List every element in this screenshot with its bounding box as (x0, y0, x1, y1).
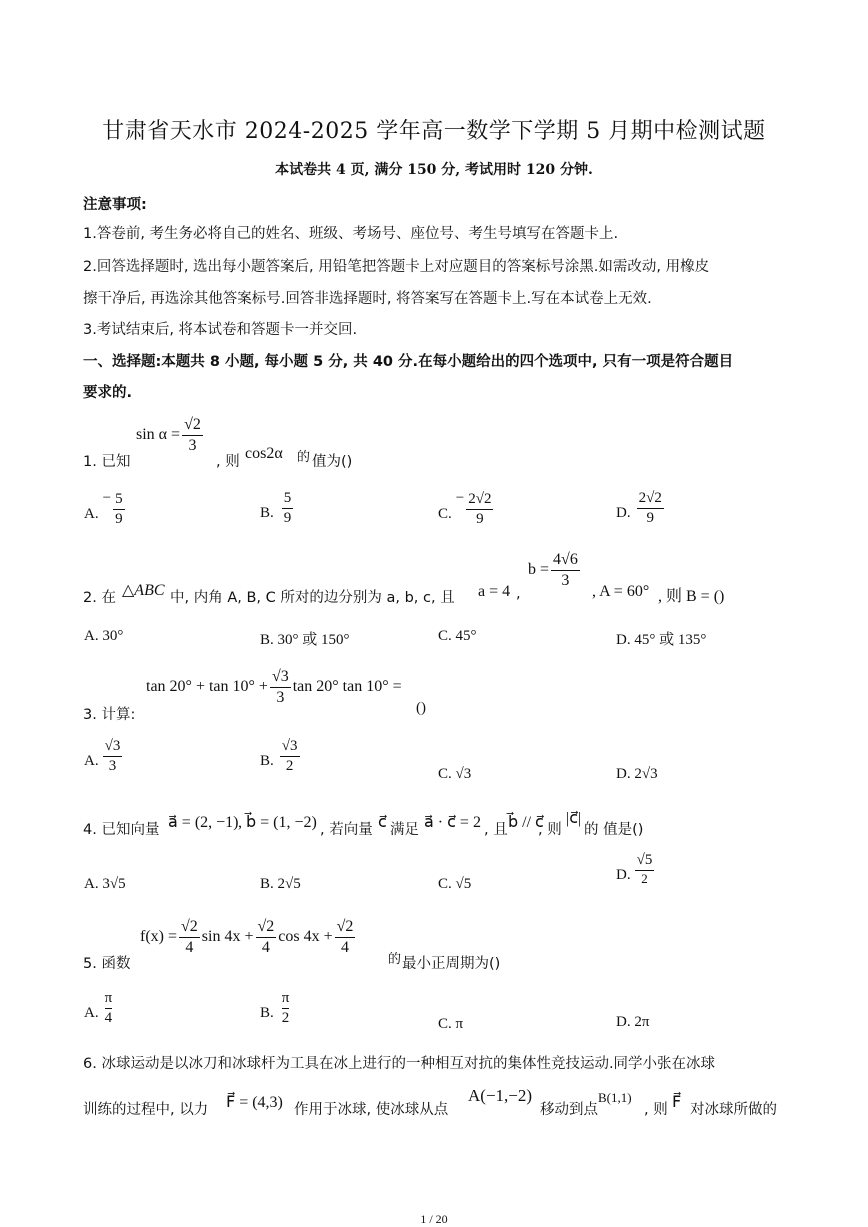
q4-c: c⃗ (378, 814, 387, 831)
q4-parallel: b⃗ // c⃗ (508, 814, 544, 831)
q5-formula: f(x) = $\frac{√2}{4}$ sin 4x + $\frac{√2}{4}$ cos 4x + $\frac{√2}{4}$ (140, 918, 354, 956)
q6-force: F⃗ = (4,3) (226, 1094, 283, 1111)
q4-option-b: B. 2√5 (260, 876, 301, 892)
section-heading-cont: 要求的. (83, 385, 133, 401)
q2-option-a: A. 30° (84, 628, 124, 644)
note-1: 1.答卷前, 考生务必将自己的姓名、班级、考场号、座位号、考生号填写在答题卡上. (83, 226, 619, 242)
q6-text-d: , 则 (644, 1102, 668, 1118)
q4-option-a: A. 3√5 (84, 876, 126, 892)
note-2: 2.回答选择题时, 选出每小题答案后, 用铅笔把答题卡上对应题目的答案标号涂黑.如需改动, 用橡皮 (83, 259, 710, 275)
q4-a: a⃗ = (2, −1) (168, 814, 239, 831)
q6-text-a: 训练的过程中, 以力 (83, 1102, 209, 1118)
q3-formula: tan 20° + tan 10° + $\frac{√3}{3}$ tan 20° tan 10° = (146, 668, 402, 706)
page-number: 1 / 20 (420, 1212, 448, 1226)
q1-option-c: C. − $\frac{2√2}{9}$ (438, 490, 492, 527)
q5-option-d: D. 2π (616, 1014, 650, 1030)
q2-lead: 2. 在 (83, 590, 116, 606)
q1-tail-small: 的 (297, 450, 311, 465)
q1-option-a: A. − $\frac{5}{9}$ (84, 490, 123, 527)
q4-text2: 满足 (390, 822, 419, 838)
q3-option-b: B. $\frac{√3}{2}$ (260, 738, 298, 774)
q4-lead: 4. 已知向量 (83, 822, 160, 838)
q5-option-b: B. $\frac{\pi}{2}$ (260, 990, 290, 1026)
q1-option-b: B. $\frac{5}{9}$ (260, 490, 292, 526)
q5-option-c: C. π (438, 1016, 464, 1032)
q4-text3: , 且 (484, 822, 508, 838)
q2-option-c: C. 45° (438, 628, 477, 644)
q1-expr: cos2α (245, 445, 283, 462)
q3-option-a: A. $\frac{√3}{3}$ (84, 738, 121, 774)
q3-option-d: D. 2√3 (616, 766, 658, 782)
q5-tail: 最小正周期为() (402, 956, 501, 972)
q4-text1: , 若向量 (320, 822, 373, 838)
q3-lead: 3. 计算: (83, 707, 136, 723)
q4-dot: a⃗ · c⃗ = 2 (424, 814, 481, 831)
exam-info: 本试卷共 4 页, 满分 150 分, 考试用时 120 分钟. (275, 162, 593, 178)
note-3: 3.考试结束后, 将本试卷和答题卡一并交回. (83, 322, 358, 338)
q6-point-a: A(−1,−2) (468, 1086, 533, 1105)
q2-comma: , (516, 586, 521, 602)
q2-b: b = $\frac{4√6}{3}$ (528, 551, 578, 589)
q2-a: a = 4 (478, 583, 511, 600)
q6-text-c: 移动到点 (540, 1102, 598, 1118)
q2-option-b: B. 30° 或 150° (260, 632, 350, 648)
q5-lead: 5. 函数 (83, 956, 131, 972)
q2-tail: , 则 B = () (658, 588, 725, 605)
q6-text-b: 作用于冰球, 使冰球从点 (294, 1102, 449, 1118)
section-heading: 一、选择题:本题共 8 小题, 每小题 5 分, 共 40 分.在每小题给出的四个选项中, 只有一项是符合题目 (83, 354, 734, 370)
q4-option-d: D. $\frac{√5}{2}$ (616, 852, 653, 886)
q1-option-d: D. $\frac{2√2}{9}$ (616, 490, 662, 526)
q6-text-e: 对冰球所做的 (690, 1102, 777, 1118)
q6-line1: 6. 冰球运动是以冰刀和冰球杆为工具在冰上进行的一种相互对抗的集体性竞技运动.同学小张在冰球 (83, 1056, 716, 1072)
q1-lead: 1. 已知 (83, 454, 131, 470)
q2-angle: , A = 60° (592, 583, 650, 600)
q1-formula (136, 416, 205, 454)
page-title: 甘肃省天水市 2024-2025 学年高一数学下学期 5 月期中检测试题 (102, 119, 766, 144)
q6-point-b: B(1,1) (598, 1090, 632, 1105)
q6-F: F⃗ (672, 1094, 682, 1111)
q4-option-c: C. √5 (438, 876, 472, 892)
q1-tail: 值为() (312, 454, 353, 470)
q4-text4: , 则 (538, 822, 562, 838)
q2-text: 中, 内角 A, B, C 所对的边分别为 a, b, c, 且 (170, 590, 455, 606)
q1-func: sin α = (136, 426, 181, 444)
q4-tail: 的 值是() (584, 822, 644, 838)
q2-triangle: △ABC (122, 582, 165, 599)
q4-b: , b⃗ = (1, −2) (238, 814, 317, 831)
q3-tail: () (416, 700, 426, 716)
q2-option-d: D. 45° 或 135° (616, 632, 707, 648)
notes-heading: 注意事项: (83, 197, 147, 213)
q1-fraction: $\frac{√2}{3}$ (184, 416, 201, 454)
q5-tail-small: 的 (388, 952, 402, 967)
q5-option-a: A. $\frac{\pi}{4}$ (84, 990, 113, 1026)
note-2-cont: 擦干净后, 再选涂其他答案标号.回答非选择题时, 将答案写在答题卡上.写在本试卷上无效. (83, 291, 652, 307)
q3-option-c: C. √3 (438, 766, 472, 782)
q1-mid: , 则 (216, 454, 240, 470)
q4-abs: |c⃗| (566, 810, 582, 827)
